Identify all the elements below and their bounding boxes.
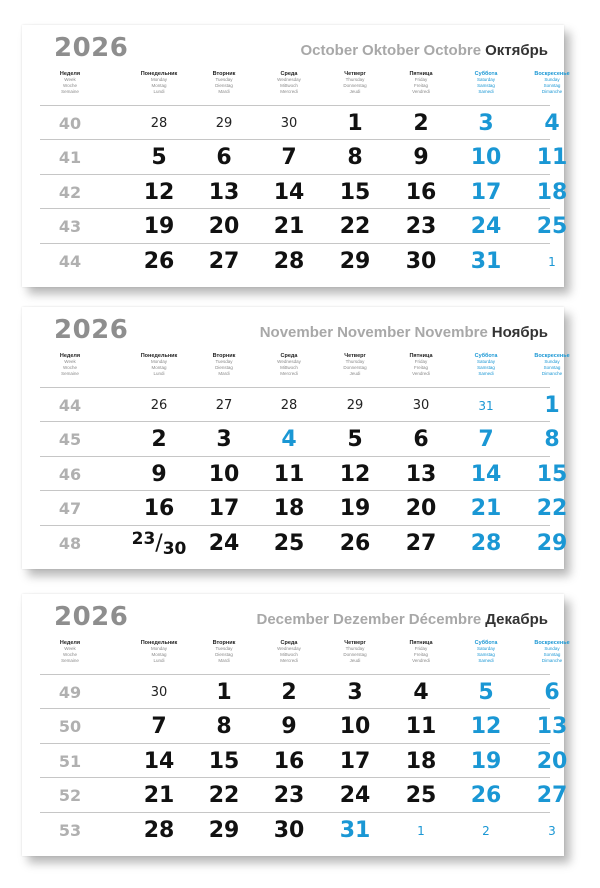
day-cell[interactable]: 16 (143, 496, 175, 522)
day-cell[interactable]: 1 (544, 393, 560, 418)
week-number: 44 (58, 396, 82, 415)
weekday-name: Tuesday (215, 646, 233, 651)
weekday-name: Mardi (218, 89, 230, 94)
weekday-name: Friday (414, 646, 428, 651)
week-row (40, 674, 560, 709)
week-number: 51 (58, 751, 82, 771)
day-cell[interactable]: 5 (347, 427, 363, 453)
day-cell[interactable]: 28 (470, 530, 502, 556)
weekday-name: Thursday (345, 77, 365, 82)
weekday-name: Jeudi (349, 89, 361, 94)
weekday-header-cell (320, 640, 390, 664)
weekday-header-cell (35, 640, 105, 664)
day-cell[interactable]: 9 (151, 461, 167, 487)
week-row (40, 139, 568, 174)
day-cell[interactable]: 13 (536, 714, 568, 740)
month-name: December (256, 611, 330, 628)
day-cell[interactable]: 9 (281, 714, 297, 740)
weekday-name: Воскресенье (534, 353, 570, 359)
weekday-name: Thursday (345, 646, 365, 651)
weekday-name: Saturday (476, 77, 495, 82)
calendar-panel (22, 25, 570, 287)
day-cell[interactable]: 22 (536, 496, 568, 522)
month-name: Октябрь (485, 42, 548, 59)
weekday-name: Wednesday (277, 359, 301, 364)
day-cell[interactable]: 11 (273, 461, 305, 487)
year-label: 2026 (54, 602, 129, 632)
day-cell[interactable]: 14 (143, 748, 175, 774)
day-cell[interactable]: 25 (273, 530, 305, 556)
week-row (40, 490, 568, 525)
weekday-name: Jeudi (349, 658, 361, 663)
day-cell[interactable]: 31 (470, 248, 502, 274)
weekday-header (22, 640, 570, 674)
day-cell[interactable]: 12 (143, 179, 175, 205)
day-cell[interactable]: 18 (405, 748, 437, 774)
day-cell[interactable]: 4 (544, 111, 560, 136)
weekday-name: Sunday (544, 77, 560, 82)
weekday-name: Donnerstag (343, 365, 367, 370)
month-name: November (337, 324, 411, 341)
weekday-header-cell (35, 71, 105, 95)
weekday-name: Week (64, 646, 76, 651)
day-cell[interactable]: 14 (273, 179, 305, 205)
weekday-name: Воскресенье (534, 71, 570, 77)
weekday-name: Sonntag (543, 83, 561, 88)
weekday-name: Samstag (477, 652, 495, 657)
day-cell[interactable]: 22 (339, 214, 371, 240)
day-cell[interactable]: 26 (470, 783, 502, 809)
week-number: 42 (58, 182, 82, 202)
weekday-header-cell (124, 353, 194, 377)
day-cell[interactable]: 7 (478, 427, 494, 453)
weekday-name: Wednesday (277, 646, 301, 651)
weekday-header-cell (320, 353, 390, 377)
week-row (40, 525, 568, 560)
day-cell[interactable]: 19 (339, 496, 371, 522)
day-cell[interactable]: 24 (208, 530, 240, 556)
weekday-name: Dienstag (215, 83, 233, 88)
weekday-name: Неделя (59, 353, 81, 359)
day-cell[interactable]: 7 (281, 145, 297, 171)
week-row (40, 105, 560, 140)
weekday-name: Monday (150, 77, 167, 82)
day-part: 23 (131, 528, 156, 549)
weekday-name: Wednesday (277, 77, 301, 82)
week-row (40, 812, 556, 847)
weekday-name: Среда (280, 353, 298, 359)
weekday-name: Lundi (153, 89, 165, 94)
week-row (40, 208, 568, 243)
week-number: 49 (58, 683, 82, 702)
month-name: Novembre (414, 324, 488, 341)
day-cell[interactable]: 12 (470, 714, 502, 740)
weekday-name: Samedi (478, 371, 494, 376)
day-cell[interactable]: 2 (482, 823, 490, 838)
day-cell[interactable]: 27 (405, 530, 437, 556)
day-cell[interactable]: 16 (273, 748, 305, 774)
weekday-name: Mercredi (280, 89, 298, 94)
day-cell[interactable]: 27 (536, 783, 568, 809)
weekday-name: Semaine (61, 658, 79, 663)
day-cell[interactable]: 16 (405, 179, 437, 205)
day-cell[interactable]: 24 (470, 214, 502, 240)
weekday-name: Week (64, 359, 76, 364)
day-cell[interactable]: 30 (280, 116, 298, 131)
day-cell[interactable]: 21 (273, 214, 305, 240)
weekday-name: Неделя (59, 71, 81, 77)
day-cell[interactable]: 3 (548, 823, 556, 838)
day-cell[interactable]: 31 (339, 817, 371, 843)
weekday-header-cell (254, 353, 324, 377)
weekday-header-cell (451, 71, 521, 95)
day-cell[interactable]: 29 (215, 116, 233, 131)
day-cell[interactable]: 26 (150, 398, 168, 413)
weekday-name: Dimanche (541, 371, 563, 376)
weekday-header-cell (35, 353, 105, 377)
weekday-header-cell (517, 353, 587, 377)
year-label: 2026 (54, 315, 129, 345)
day-part: 30 (162, 538, 187, 559)
weekday-header (22, 71, 570, 105)
day-cell[interactable]: 25 (536, 214, 568, 240)
weekday-name: Среда (280, 640, 298, 646)
weekday-name: Samedi (478, 658, 494, 663)
weekday-name: Неделя (59, 640, 81, 646)
day-cell[interactable]: 10 (339, 714, 371, 740)
weekday-name: Вторник (212, 640, 236, 646)
weekday-name: Суббота (474, 640, 498, 646)
day-cell[interactable]: 21 (470, 496, 502, 522)
day-cell[interactable]: 4 (413, 680, 429, 705)
weekday-header-cell (320, 71, 390, 95)
day-cell[interactable]: 24 (339, 783, 371, 809)
weekday-name: Donnerstag (343, 652, 367, 657)
weekday-header-cell (124, 640, 194, 664)
weekday-header-cell (124, 71, 194, 95)
day-cell[interactable]: 28 (150, 116, 168, 131)
day-cell[interactable]: 1 (216, 680, 232, 705)
weekday-header-cell (451, 640, 521, 664)
month-name: Ноябрь (491, 324, 548, 341)
day-cell[interactable]: 1 (548, 254, 556, 269)
weekday-name: Пятница (409, 640, 433, 646)
week-row (40, 777, 568, 812)
day-cell[interactable]: 30 (405, 248, 437, 274)
day-cell[interactable]: 17 (339, 748, 371, 774)
month-name: Dezember (333, 611, 405, 628)
weekday-name: Donnerstag (343, 83, 367, 88)
weekday-header-cell (451, 353, 521, 377)
weekday-name: Mardi (218, 658, 230, 663)
weekday-name: Пятница (409, 71, 433, 77)
day-cell[interactable]: 18 (273, 496, 305, 522)
weekday-name: Freitag (413, 652, 428, 657)
weekday-name: Четверг (344, 353, 366, 359)
weekday-name: Dienstag (215, 652, 233, 657)
weekday-header-cell (189, 71, 259, 95)
day-cell[interactable]: 27 (208, 248, 240, 274)
weekday-name: Samstag (477, 365, 495, 370)
day-cell[interactable]: 3 (216, 427, 232, 453)
day-cell[interactable]: 20 (405, 496, 437, 522)
day-cell[interactable]: 4 (281, 427, 297, 453)
day-cell[interactable]: 6 (544, 680, 560, 705)
day-cell[interactable]: 11 (405, 714, 437, 740)
weekday-header-cell (517, 640, 587, 664)
weekday-header-cell (517, 71, 587, 95)
day-cell[interactable]: 13 (405, 461, 437, 487)
weekday-name: Lundi (153, 658, 165, 663)
day-cell[interactable]: 27 (215, 398, 233, 413)
weekday-name: Воскресенье (534, 640, 570, 646)
week-number: 41 (58, 148, 82, 168)
day-cell[interactable]: 9 (413, 145, 429, 171)
day-cell[interactable]: 12 (339, 461, 371, 487)
weekday-name: Woche (63, 652, 77, 657)
day-cell[interactable]: 15 (339, 179, 371, 205)
week-number: 48 (58, 533, 82, 553)
weekday-name: Dimanche (541, 89, 563, 94)
weekday-header-cell (254, 71, 324, 95)
weekday-name: Tuesday (215, 77, 233, 82)
weekday-header-cell (189, 640, 259, 664)
day-cell[interactable]: 17 (470, 179, 502, 205)
week-number: 46 (58, 464, 82, 484)
weekday-name: Понедельник (140, 71, 178, 77)
day-cell[interactable]: 26 (143, 248, 175, 274)
calendar-panel (22, 307, 570, 569)
weekday-header-cell (386, 71, 456, 95)
day-cell[interactable]: 3 (478, 111, 494, 136)
weekday-name: Semaine (61, 89, 79, 94)
weekday-name: Vendredi (412, 658, 430, 663)
weekday-name: Dienstag (215, 365, 233, 370)
weekday-name: Vendredi (412, 89, 430, 94)
weekday-name: Monday (150, 359, 167, 364)
weekday-name: Saturday (476, 359, 495, 364)
weekday-name: Semaine (61, 371, 79, 376)
day-cell[interactable]: 29 (339, 248, 371, 274)
day-cell[interactable]: 6 (216, 145, 232, 171)
weekday-name: Jeudi (349, 371, 361, 376)
weekday-name: Четверг (344, 71, 366, 77)
weekday-name: Sunday (544, 359, 560, 364)
month-name: Décembre (408, 611, 482, 628)
day-part: / (155, 530, 163, 556)
weekday-name: Пятница (409, 353, 433, 359)
week-row (40, 387, 560, 422)
weekday-name: Friday (414, 359, 428, 364)
weekday-name: Суббота (474, 71, 498, 77)
day-cell[interactable]: 5 (478, 680, 494, 705)
day-cell[interactable]: 10 (208, 461, 240, 487)
weekday-name: Mercredi (280, 371, 298, 376)
day-cell[interactable]: 30 (150, 685, 168, 700)
day-cell[interactable]: 17 (208, 496, 240, 522)
weekday-name: Четверг (344, 640, 366, 646)
day-cell[interactable]: 8 (216, 714, 232, 740)
weekday-name: Lundi (153, 371, 165, 376)
weekday-header-cell (189, 353, 259, 377)
day-cell[interactable]: 14 (470, 461, 502, 487)
day-cell[interactable]: 8 (544, 427, 560, 453)
weekday-name: Вторник (212, 71, 236, 77)
weekday-name: Sonntag (543, 365, 561, 370)
weekday-header-cell (254, 640, 324, 664)
weekday-name: Freitag (413, 83, 428, 88)
weekday-name: Sunday (544, 646, 560, 651)
month-name: Oktober (362, 42, 420, 59)
day-cell[interactable]: 1 (417, 823, 425, 838)
weekday-name: Week (64, 77, 76, 82)
week-number: 52 (58, 786, 82, 806)
weekday-name: Samedi (478, 89, 494, 94)
day-cell[interactable]: 31 (478, 399, 494, 413)
day-cell[interactable]: 7 (151, 714, 167, 740)
day-cell[interactable]: 20 (208, 214, 240, 240)
weekday-name: Montag (151, 652, 167, 657)
day-cell[interactable]: 15 (536, 461, 568, 487)
day-cell[interactable]: 2 (413, 111, 429, 136)
day-cell[interactable]: 23 (405, 214, 437, 240)
week-number: 47 (58, 499, 82, 519)
week-number: 50 (58, 717, 82, 737)
weekday-name: Thursday (345, 359, 365, 364)
day-cell[interactable]: 1 (347, 111, 363, 136)
weekday-name: Woche (63, 365, 77, 370)
day-cell[interactable]: 29 (208, 817, 240, 843)
day-cell[interactable]: 20 (536, 748, 568, 774)
week-row (40, 174, 568, 209)
day-cell[interactable]: 25 (405, 783, 437, 809)
day-cell[interactable]: 30 (273, 817, 305, 843)
day-cell[interactable]: 2 (281, 680, 297, 705)
month-names (256, 324, 548, 341)
weekday-name: Суббота (474, 353, 498, 359)
calendar-panel (22, 594, 570, 856)
day-cell[interactable]: 15 (208, 748, 240, 774)
month-names (252, 611, 548, 628)
week-row (40, 243, 556, 278)
weekday-name: Vendredi (412, 371, 430, 376)
weekday-name: Tuesday (215, 359, 233, 364)
day-cell[interactable]: 28 (143, 817, 175, 843)
month-name: Octobre (423, 42, 482, 59)
week-number: 44 (58, 251, 82, 271)
day-cell[interactable]: 21 (143, 783, 175, 809)
day-cell[interactable]: 2 (151, 427, 167, 453)
weekday-name: Mittwoch (280, 365, 298, 370)
day-cell[interactable] (129, 526, 189, 560)
weekday-header-cell (386, 640, 456, 664)
day-cell[interactable]: 28 (273, 248, 305, 274)
weekday-name: Mittwoch (280, 652, 298, 657)
weekday-name: Freitag (413, 365, 428, 370)
weekday-name: Mercredi (280, 658, 298, 663)
weekday-header (22, 353, 570, 387)
day-cell[interactable]: 10 (470, 145, 502, 171)
day-cell[interactable]: 23 (273, 783, 305, 809)
week-number: 45 (58, 430, 82, 450)
weekday-name: Mardi (218, 371, 230, 376)
weekday-name: Среда (280, 71, 298, 77)
day-cell[interactable]: 29 (346, 398, 364, 413)
month-name: November (259, 324, 334, 341)
weekday-name: Понедельник (140, 353, 178, 359)
day-cell[interactable]: 5 (151, 145, 167, 171)
day-cell[interactable]: 3 (347, 680, 363, 705)
weekday-name: Woche (63, 83, 77, 88)
day-cell[interactable]: 6 (413, 427, 429, 453)
day-cell[interactable]: 29 (536, 530, 568, 556)
year-label: 2026 (54, 33, 129, 63)
weekday-name: Dimanche (541, 658, 563, 663)
day-cell[interactable]: 11 (536, 145, 568, 171)
week-row (40, 743, 568, 778)
day-cell[interactable]: 18 (536, 179, 568, 205)
month-name: Декабрь (485, 611, 548, 628)
day-cell[interactable]: 13 (208, 179, 240, 205)
weekday-header-cell (386, 353, 456, 377)
week-number: 40 (58, 114, 82, 133)
day-cell[interactable]: 30 (412, 398, 430, 413)
weekday-name: Mittwoch (280, 83, 298, 88)
day-cell[interactable]: 22 (208, 783, 240, 809)
weekday-name: Saturday (476, 646, 495, 651)
day-cell[interactable]: 8 (347, 145, 363, 171)
weekday-name: Sonntag (543, 652, 561, 657)
weekday-name: Monday (150, 646, 167, 651)
week-row (40, 421, 560, 456)
weekday-name: Montag (151, 365, 167, 370)
day-cell[interactable]: 28 (280, 398, 298, 413)
week-number: 43 (58, 217, 82, 237)
day-cell[interactable]: 19 (470, 748, 502, 774)
weekday-name: Montag (151, 83, 167, 88)
weekday-name: Понедельник (140, 640, 178, 646)
weekday-name: Friday (414, 77, 428, 82)
month-names (297, 42, 548, 59)
weekday-name: Samstag (477, 83, 495, 88)
weekday-name: Вторник (212, 353, 236, 359)
month-name: October (300, 42, 359, 59)
week-row (40, 708, 568, 743)
week-row (40, 456, 568, 491)
day-cell[interactable]: 26 (339, 530, 371, 556)
day-cell[interactable]: 19 (143, 214, 175, 240)
week-number: 53 (58, 820, 82, 840)
